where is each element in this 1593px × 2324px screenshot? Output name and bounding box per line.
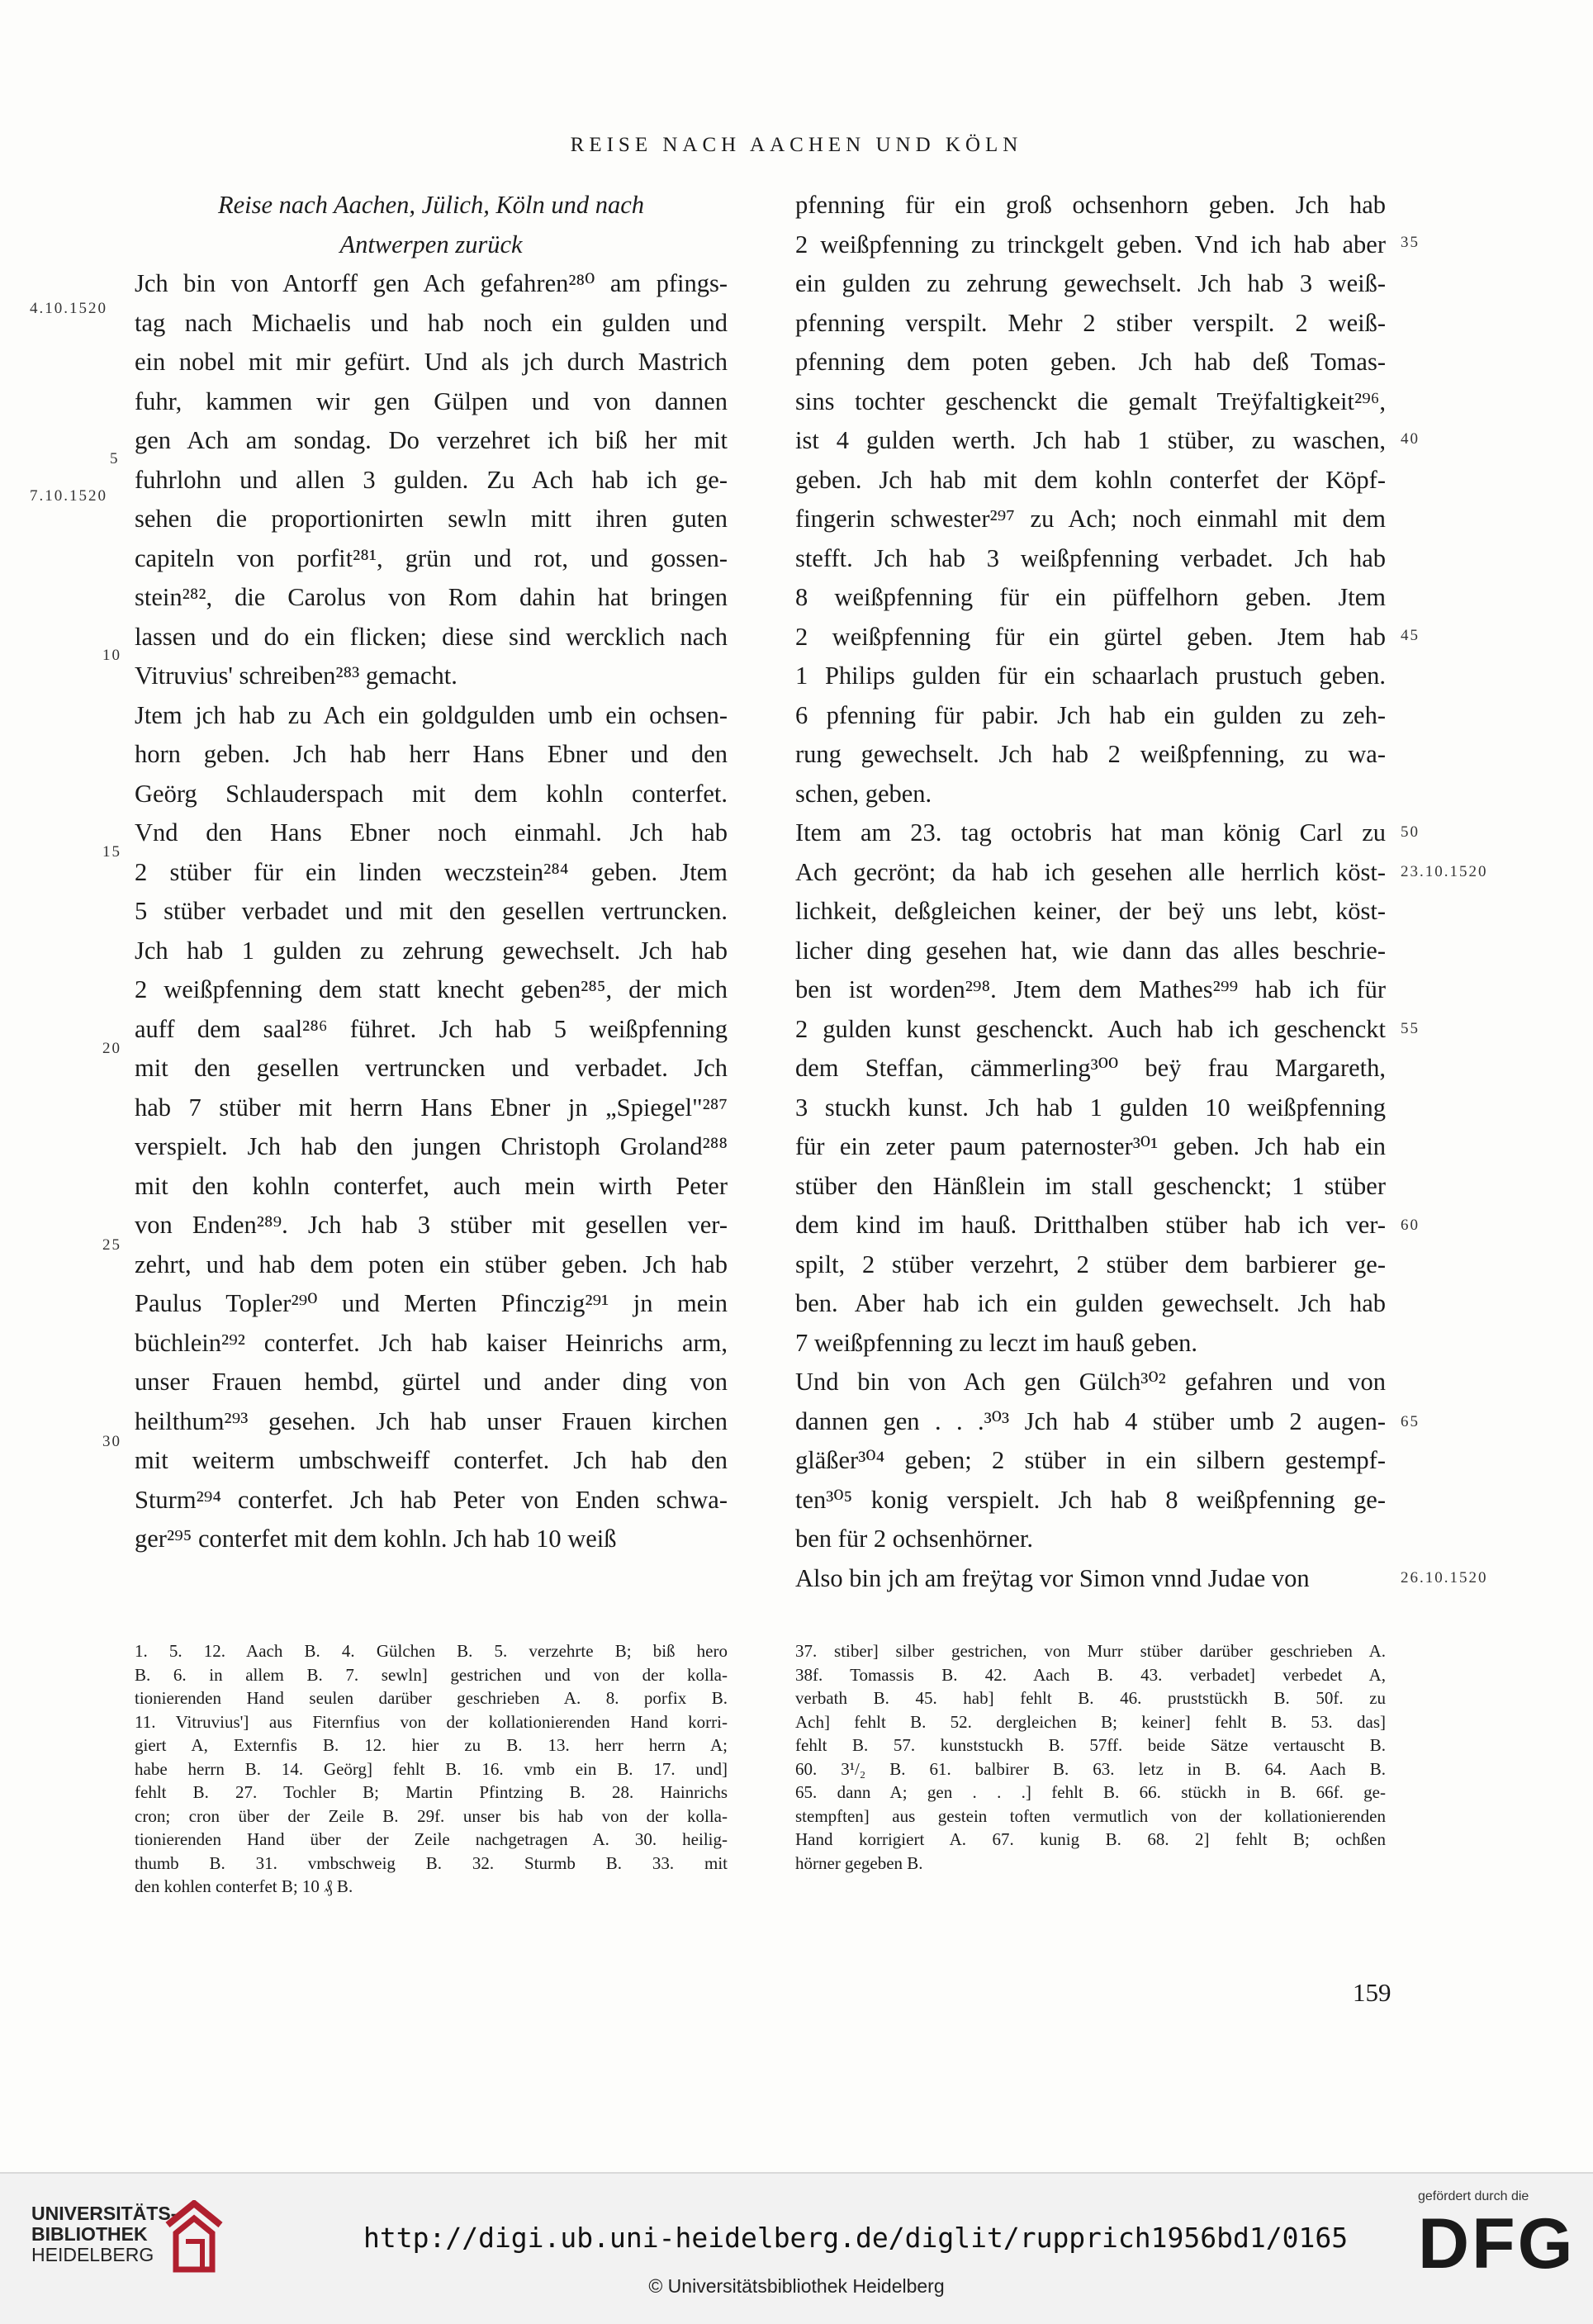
- text-line: Also bin jch am freÿtag vor Simon vnnd Judae von: [795, 1563, 1310, 1592]
- text-line: tionierenden Hand seulen darüber geschrieben A. 8. porfix B.: [135, 1688, 728, 1708]
- text-line: Paulus Topler²⁹⁰ und Merten Pfinczig²⁹¹ jn mein: [135, 1289, 728, 1317]
- library-name-line: HEIDELBERG: [31, 2244, 154, 2265]
- text-line: ger²⁹⁵ conterfet mit dem kohln. Jch hab 10 weiß: [135, 1525, 617, 1553]
- text-line: tag nach Michaelis und hab noch ein gulden und: [135, 308, 728, 337]
- apparatus-notes-right: [795, 1639, 1386, 1875]
- text-line: für ein zeter paum paternoster³⁰¹ geben. Jch hab ein: [795, 1132, 1386, 1160]
- text-line: ein nobel mit mir gefürt. Und als jch durch Mastrich: [135, 348, 728, 376]
- text-line: 5 stüber verbadet und mit den gesellen vertruncken.: [135, 897, 728, 925]
- text-line: 2 stüber für ein linden weczstein²⁸⁴ geben. Jtem: [135, 857, 728, 886]
- text-line: Vnd den Hans Ebner noch einmahl. Jch hab: [135, 818, 728, 847]
- text-line: 2 gulden kunst geschenckt. Auch hab ich geschenckt: [795, 1014, 1386, 1043]
- text-line: verbath B. 45. hab] fehlt B. 46. pruststückh B. 50f. zu: [795, 1688, 1386, 1708]
- library-logo-text: [31, 2203, 177, 2265]
- text-line: 1 Philips gulden für ein schaarlach prustuch geben.: [795, 662, 1386, 690]
- text-line: Jch hab 1 gulden zu zehrung gewechselt. Jch hab: [135, 936, 728, 965]
- text-line: mit den kohln conterfet, auch mein wirth Peter: [135, 1171, 728, 1200]
- text-line: 65. dann A; gen . . .] fehlt B. 66. stückh in B. 66f. ge-: [795, 1782, 1386, 1802]
- text-line: heilthum²⁹³ gesehen. Jch hab unser Frauen kirchen: [135, 1406, 728, 1435]
- text-line: Und bin von Ach gen Gülch³⁰² gefahren und von: [795, 1368, 1386, 1396]
- text-line: 6 pfenning für pabir. Jch hab ein gulden zu zeh-: [795, 700, 1386, 729]
- text-line: mit weiterm umbschweiff conterfet. Jch hab den: [135, 1446, 728, 1474]
- text-line: sins tochter geschenckt die gemalt Treÿfaltigkeit²⁹⁶,: [795, 387, 1386, 415]
- text-line: verspielt. Jch hab den jungen Christoph Groland²⁸⁸: [135, 1132, 728, 1160]
- text-line: ten³⁰⁵ konig verspielt. Jch hab 8 weißpfenning ge-: [795, 1485, 1386, 1514]
- text-line: Jtem jch hab zu Ach ein goldgulden umb ein ochsen-: [135, 700, 728, 729]
- text-line: stempften] aus gestein toften vermutlich von der kollationierenden: [795, 1805, 1386, 1826]
- text-line: ben für 2 ochsenhörner.: [795, 1525, 1033, 1553]
- text-line: 7 weißpfenning zu leczt im hauß geben.: [795, 1328, 1197, 1357]
- text-line: Jch bin von Antorff gen Ach gefahren²⁸⁰ am pfings-: [135, 269, 728, 297]
- running-head: REISE NACH AACHEN UND KÖLN: [570, 134, 1023, 156]
- line-number: 35: [1401, 234, 1420, 251]
- text-line: fuhr, kammen wir gen Gülpen und von dannen: [135, 387, 728, 415]
- text-line: Hand korrigiert A. 67. kunig B. 68. 2] fehlt B; ochßen: [795, 1829, 1386, 1849]
- text-line: Ach gecrönt; da hab ich gesehen alle herrlich köst-: [795, 857, 1386, 886]
- citation-link[interactable]: http://digi.ub.uni-heidelberg.de/diglit/rupprich1956bd1/0165: [363, 2222, 1349, 2254]
- text-line: fehlt B. 57. kunststuckh B. 57ff. beide Sätze vertauscht B.: [795, 1735, 1386, 1755]
- text-line: 11. Vitruvius'] aus Fiternfius von der kollationierenden Hand korri-: [135, 1711, 728, 1732]
- page-number: 159: [1353, 1978, 1392, 2007]
- text-line: stein²⁸², die Carolus von Rom dahin hat bringen: [135, 583, 728, 611]
- apparatus-notes-left: [135, 1639, 728, 1899]
- right-text-block: [795, 186, 1386, 1598]
- text-line: Sturm²⁹⁴ conterfet. Jch hab Peter von Enden schwa-: [135, 1485, 728, 1514]
- right-column: [795, 186, 1386, 1598]
- line-number: 10: [102, 647, 121, 664]
- text-line: ein gulden zu zehrung gewechselt. Jch hab 3 weiß-: [795, 269, 1386, 297]
- text-line: spilt, 2 stüber verzehrt, 2 stüber dem barbierer ge-: [795, 1250, 1386, 1278]
- text-line: pfenning für ein groß ochsenhorn geben. Jch hab: [795, 191, 1386, 219]
- line-number: 50: [1401, 823, 1420, 841]
- text-line: den kohlen conterfet B; 10 ₰ B.: [135, 1876, 353, 1896]
- text-line: mit den gesellen vertruncken und verbadet. Jch: [135, 1054, 728, 1082]
- text-line: 1. 5. 12. Aach B. 4. Gülchen B. 5. verzehrte B; biß hero: [135, 1641, 728, 1661]
- text-line: dem Steffan, cämmerling³⁰⁰ beÿ frau Margareth,: [795, 1054, 1386, 1082]
- text-line: fuhrlohn und allen 3 gulden. Zu Ach hab ich ge-: [135, 465, 728, 494]
- text-line: giert A, Externfis B. 12. hier zu B. 13. herr herrn A;: [135, 1735, 728, 1755]
- text-line: unser Frauen hembd, gürtel und ander ding von: [135, 1368, 728, 1396]
- text-line: 38f. Tomassis B. 42. Aach B. 43. verbadet] verbedet A,: [795, 1664, 1386, 1685]
- text-line: von Enden²⁸⁹. Jch hab 3 stüber mit gesellen ver-: [135, 1211, 728, 1239]
- line-number: 5: [110, 450, 120, 467]
- text-line: 8 weißpfenning für ein püffelhorn geben. Jtem: [795, 583, 1386, 611]
- text-line: büchlein²⁹² conterfet. Jch hab kaiser Heinrichs arm,: [135, 1328, 728, 1357]
- text-line: horn geben. Jch hab herr Hans Ebner und den: [135, 740, 728, 768]
- library-name-line: BIBLIOTHEK: [31, 2223, 148, 2245]
- line-number: 45: [1401, 627, 1420, 644]
- text-line: ben ist worden²⁹⁸. Jtem dem Mathes²⁹⁹ hab ich für: [795, 975, 1386, 1003]
- text-line: hörner gegeben B.: [795, 1852, 923, 1873]
- line-number: 25: [102, 1236, 121, 1254]
- line-number: 15: [102, 843, 121, 861]
- text-line: geben. Jch hab mit dem kohln conterfet der Köpf-: [795, 465, 1386, 494]
- text-line: hab 7 stüber mit herrn Hans Ebner jn „Spiegel"²⁸⁷: [135, 1093, 728, 1122]
- funding-caption: gefördert durch die: [1418, 2189, 1529, 2203]
- text-line: Ach] fehlt B. 52. dergleichen B; keiner] fehlt B. 53. das]: [795, 1711, 1386, 1732]
- text-line: schen, geben.: [795, 779, 932, 808]
- text-line: tionierenden Hand über der Zeile nachgetragen A. 30. heilig-: [135, 1829, 728, 1849]
- text-line: lassen und do ein flicken; diese sind wercklich nach: [135, 622, 728, 651]
- section-title-line: Reise nach Aachen, Jülich, Köln und nach: [217, 191, 645, 219]
- text-line: 37. stiber] silber gestrichen, von Murr stüber darüber geschrieben A.: [795, 1641, 1386, 1661]
- text-line: auff dem saal²⁸⁶ führet. Jch hab 5 weißpfenning: [135, 1014, 728, 1043]
- text-line: 60. 3¹/₂ B. 61. balbirer B. 63. letz in B. 64. Aach B.: [795, 1758, 1386, 1779]
- line-number: 60: [1401, 1217, 1420, 1234]
- text-line: fehlt B. 27. Tochler B; Martin Pfintzing B. 28. Hainrichs: [135, 1782, 728, 1802]
- text-line: B. 6. in allem B. 7. sewln] gestrichen und von der kolla-: [135, 1664, 728, 1685]
- section-title-line: Antwerpen zurück: [339, 230, 523, 258]
- text-line: stüber den Hänßlein im stall geschenckt; 1 stüber: [795, 1171, 1386, 1200]
- text-line: rung gewechselt. Jch hab 2 weißpfenning, zu wa-: [795, 740, 1386, 768]
- text-line: licher ding gesehen hat, wie dann das alles beschrie-: [795, 936, 1386, 965]
- text-line: gläßer³⁰⁴ geben; 2 stüber in ein silbern gestempf-: [795, 1446, 1386, 1474]
- text-line: lichkeit, deßgleichen keiner, der beÿ uns lebt, köst-: [795, 897, 1386, 925]
- left-text-block: [135, 264, 728, 1559]
- text-line: pfenning dem poten geben. Jch hab deß Tomas-: [795, 348, 1386, 376]
- text-line: zehrt, und hab dem poten ein stüber geben. Jch hab: [135, 1250, 728, 1278]
- line-number: 65: [1401, 1413, 1420, 1430]
- text-line: Geörg Schlauderspach mit dem kohln conterfet.: [135, 779, 728, 808]
- margin-date: 4.10.1520: [30, 300, 107, 317]
- copyright-notice: © Universitätsbibliothek Heidelberg: [648, 2275, 945, 2297]
- line-number: 40: [1401, 430, 1420, 448]
- left-column: [135, 186, 728, 1559]
- text-line: Vitruvius' schreiben²⁸³ gemacht.: [135, 662, 458, 690]
- text-line: thumb B. 31. vmbschweig B. 32. Sturmb B. 33. mit: [135, 1852, 728, 1873]
- text-line: 2 weißpfenning dem statt knecht geben²⁸⁵, der mich: [135, 975, 728, 1003]
- text-line: 2 weißpfenning zu trinckgelt geben. Vnd ich hab aber: [795, 230, 1386, 258]
- line-number: 30: [102, 1433, 121, 1450]
- library-emblem-icon: [161, 2200, 227, 2273]
- text-line: pfenning verspilt. Mehr 2 stiber verspilt. 2 weiß-: [795, 308, 1386, 337]
- text-line: ist 4 gulden werth. Jch hab 1 stüber, zu waschen,: [795, 426, 1386, 454]
- text-line: sehen die proportionirten sewln mitt ihren guten: [135, 505, 728, 533]
- line-number: 20: [102, 1040, 121, 1057]
- margin-date: 26.10.1520: [1401, 1569, 1488, 1586]
- margin-date: 23.10.1520: [1401, 863, 1488, 880]
- text-line: stefft. Jch hab 3 weißpfenning verbadet. Jch hab: [795, 543, 1386, 572]
- text-line: dem kind im hauß. Dritthalben stüber hab ich ver-: [795, 1211, 1386, 1239]
- text-line: cron; cron über der Zeile B. 29f. unser bis hab von der kolla-: [135, 1805, 728, 1826]
- text-line: 3 stuckh kunst. Jch hab 1 gulden 10 weißpfenning: [795, 1093, 1386, 1122]
- text-line: 2 weißpfenning für ein gürtel geben. Jtem hab: [795, 622, 1386, 651]
- library-name-line: UNIVERSITÄTS-: [31, 2203, 178, 2224]
- text-line: capiteln von porfit²⁸¹, grün und rot, und gossen-: [135, 543, 728, 572]
- text-line: ben. Aber hab ich ein gulden gewechselt. Jch hab: [795, 1289, 1386, 1317]
- text-line: dannen gen . . .³⁰³ Jch hab 4 stüber umb 2 augen-: [795, 1406, 1386, 1435]
- text-line: habe herrn B. 14. Geörg] fehlt B. 16. vmb ein B. 17. und]: [135, 1758, 728, 1779]
- text-line: gen Ach am sondag. Do verzehret ich biß her mit: [135, 426, 728, 454]
- text-line: fingerin schwester²⁹⁷ zu Ach; noch einmahl mit dem: [795, 505, 1386, 533]
- line-number: 55: [1401, 1020, 1420, 1037]
- text-line: Item am 23. tag octobris hat man könig Carl zu: [795, 818, 1386, 847]
- margin-date: 7.10.1520: [30, 487, 107, 505]
- dfg-logo: DFG: [1418, 2204, 1576, 2284]
